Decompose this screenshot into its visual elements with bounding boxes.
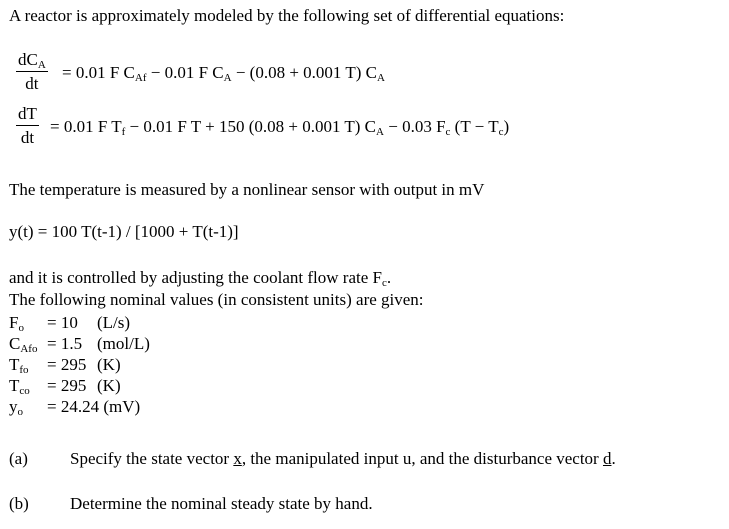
nominal-row-fo: [9, 313, 130, 333]
nominal-symbol: $T_{co}$: [9, 376, 30, 397]
nominal-intro: The following nominal values (in consistent units) are given:: [9, 290, 424, 309]
question-b-text: Determine the nominal steady state by hand.: [70, 494, 373, 513]
nominal-value: = 295: [47, 376, 87, 395]
sensor-text: The temperature is measured by a nonlinear sensor with output in mV: [9, 180, 485, 199]
nominal-value: = 1.5: [47, 334, 83, 353]
intro-text: A reactor is approximately modeled by the following set of differential equations:: [9, 6, 565, 25]
disturbance-vector-symbol: d: [602, 449, 612, 468]
eq2-fraction: [16, 104, 39, 148]
nominal-unit: (L/s): [97, 313, 131, 332]
nominal-unit: (K): [97, 376, 121, 395]
nominal-value: = 10: [47, 313, 78, 332]
eq2-rhs: = 0.01 F $T_f - 0.01$ F T + 150 (0.08 + 0.001 T) $C_A - 0.03$ $F_c$ $(T - T_c)$: [50, 117, 510, 138]
sensor-equation: y(t) = 100 T(t-1) / [1000 + T(t-1)]: [9, 222, 239, 241]
nominal-value: = 295: [47, 355, 87, 374]
nominal-value: = 24.24 (mV): [47, 397, 141, 416]
nominal-row-cafo: [9, 334, 150, 354]
state-vector-symbol: x: [233, 449, 242, 468]
eq1-numerator: $dC_A$: [18, 50, 46, 71]
eq1-denominator: dt: [25, 74, 39, 93]
nominal-symbol: $T_{fo}$: [9, 355, 29, 376]
nominal-unit: (K): [97, 355, 121, 374]
nominal-unit: (mol/L): [97, 334, 150, 353]
eq2-numerator: dT: [18, 104, 37, 123]
control-text: and it is controlled by adjusting the coolant flow rate $F_c$.: [9, 268, 392, 289]
nominal-row-tco: [9, 376, 121, 396]
question-b-label: (b): [9, 494, 29, 513]
eq1-rhs: = 0.01 F $C_{Af} - 0.01$ F $C_A - (0.08 + 0.001$ T) $C_A$: [62, 63, 385, 84]
nominal-row-tfo: [9, 355, 121, 375]
eq2-fraction-bar: [16, 125, 39, 126]
question-a-text: Specify the state vector x, the manipulated input u, and the disturbance vector d.: [70, 449, 616, 468]
question-a-label: (a): [9, 449, 28, 468]
eq2-denominator: dt: [20, 128, 35, 147]
nominal-row-yo: [9, 397, 140, 417]
eq1-fraction: [16, 50, 48, 94]
nominal-symbol: $C_{Afo}$: [9, 334, 38, 355]
nominal-symbol: $y_o$: [9, 397, 23, 418]
eq1-fraction-bar: [16, 71, 48, 72]
nominal-symbol: $F_o$: [9, 313, 24, 334]
